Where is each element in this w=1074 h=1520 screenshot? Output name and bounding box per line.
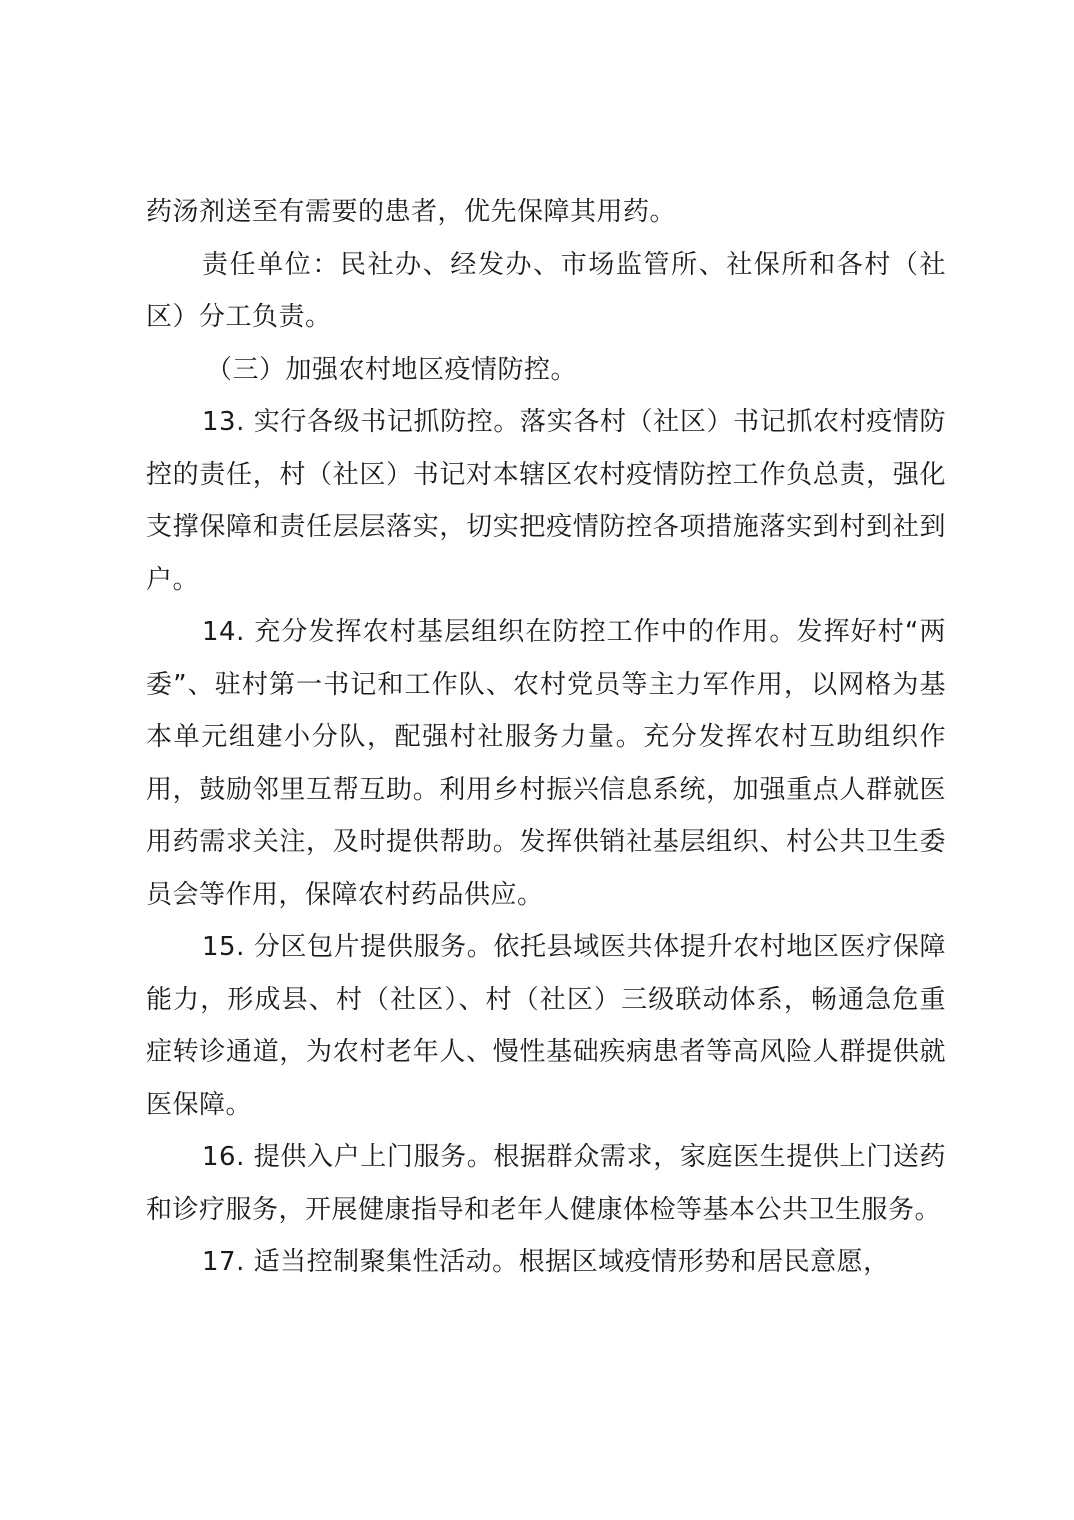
section-heading-3: （三）加强农村地区疫情防控。 <box>206 354 578 385</box>
paragraph-item-14: 14. 充分发挥农村基层组织在防控工作中的作用。发挥好村“两委”、驻村第一书记和工作队、农村党员等主力军作用，以网格为基本单元组建小分队，配强村社服务力量。充分发挥农村互助组织作用，鼓励邻里互帮互助。利用乡村振兴信息系统，加强重点人群就医用药需求关注，及时提供帮助。发挥供销社基层组织、村公共卫生委员会等作用，保障农村药品供应。 <box>146 617 946 910</box>
paragraph-responsibility: 责任单位：民社办、经发办、市场监管所、社保所和各村（社区）分工负责。 <box>146 249 946 332</box>
paragraph-item-15: 15. 分区包片提供服务。依托县域医共体提升农村地区医疗保障能力，形成县、村（社区）、村（社区）三级联动体系，畅通急危重症转诊通道，为农村老年人、慢性基础疾病患者等高风险人群提供就医保障。 <box>146 932 946 1120</box>
paragraph-item-17: 17. 适当控制聚集性活动。根据区域疫情形势和居民意愿， <box>202 1247 890 1277</box>
paragraph-item-13: 13. 实行各级书记抓防控。落实各村（社区）书记抓农村疫情防控的责任，村（社区）书记对本辖区农村疫情防控工作负总责，强化支撑保障和责任层层落实，切实把疫情防控各项措施落实到村到社到户。 <box>146 407 946 595</box>
paragraph-continuation: 药汤剂送至有需要的患者，优先保障其用药。 <box>146 197 677 227</box>
paragraph-item-16: 16. 提供入户上门服务。根据群众需求，家庭医生提供上门送药和诊疗服务，开展健康指导和老年人健康体检等基本公共卫生服务。 <box>146 1142 946 1225</box>
document-page <box>146 186 946 1289</box>
